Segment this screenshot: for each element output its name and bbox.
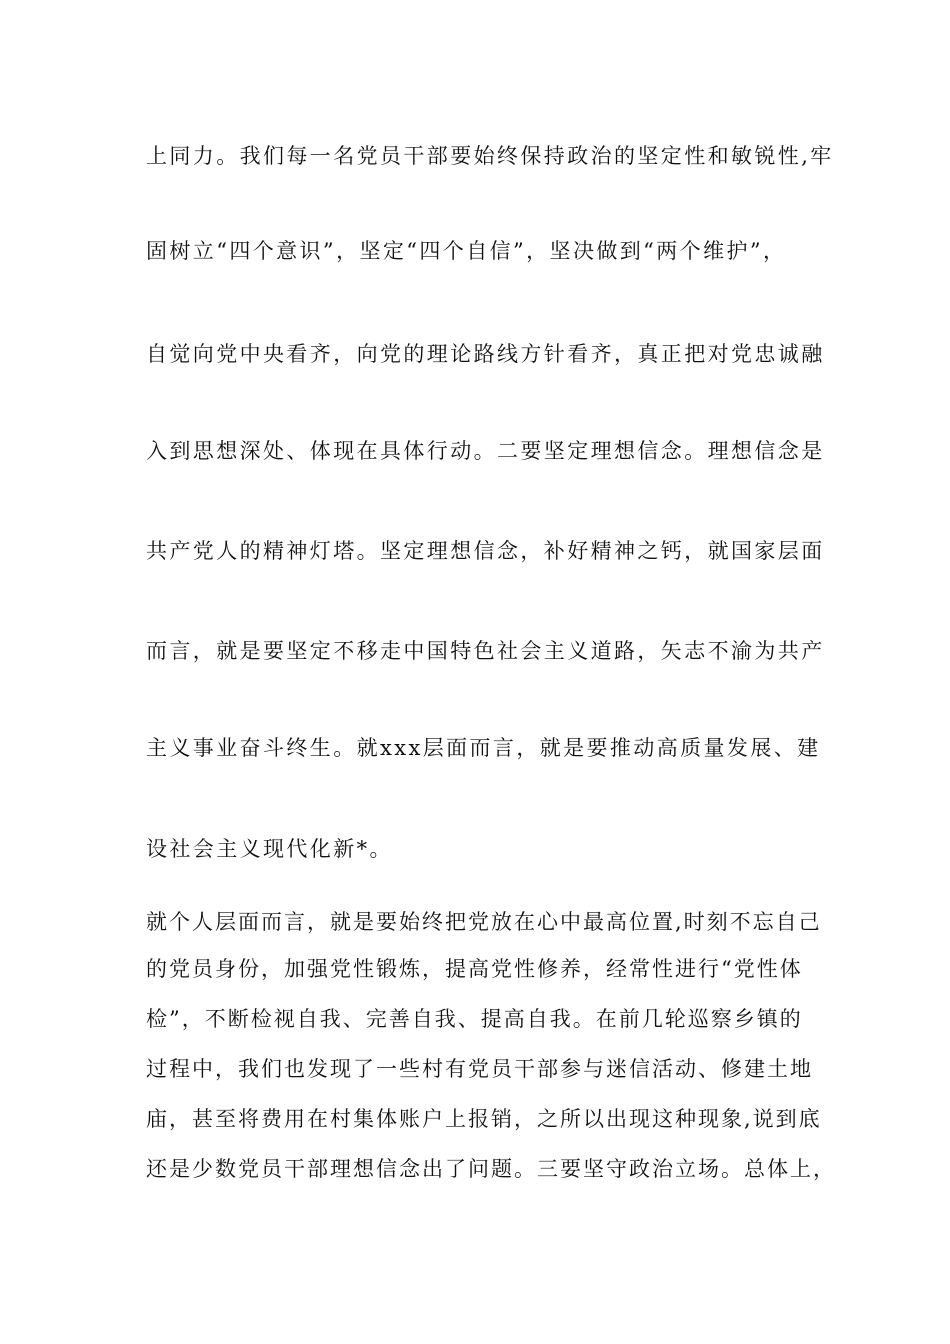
text-line: 自觉向党中央看齐，向党的理论路线方针看齐，真正把对党忠诚融 bbox=[146, 342, 825, 366]
text-line: 的党员身份，加强党性锻炼，提高党性修养，经常性进行“党性体 bbox=[146, 957, 803, 981]
text-line: 就个人层面而言，就是要始终把党放在心中最高位置,时刻不忘自己 bbox=[146, 910, 822, 934]
text-line: 主义事业奋斗终生。就xxx层面而言，就是要推动高质量发展、建 bbox=[146, 736, 821, 760]
text-line: 共产党人的精神灯塔。坚定理想信念，补好精神之钙，就国家层面 bbox=[146, 539, 825, 563]
text-line: 还是少数党员干部理想信念出了问题。三要坚守政治立场。总体上， bbox=[146, 1157, 836, 1181]
text-line: 庙，甚至将费用在村集体账户上报销，之所以出现这种现象,说到底 bbox=[146, 1107, 822, 1131]
text-line: 设社会主义现代化新*。 bbox=[146, 837, 393, 861]
text-line: 而言，就是要坚定不移走中国特色社会主义道路，矢志不渝为共产 bbox=[146, 639, 825, 663]
text-line: 上同力。我们每一名党员干部要始终保持政治的坚定性和敏锐性,牢 bbox=[146, 144, 834, 168]
text-line: 检”，不断检视自我、完善自我、提高自我。在前几轮巡察乡镇的 bbox=[146, 1007, 803, 1031]
text-line: 固树立“四个意识”，坚定“四个自信”，坚决做到“两个维护”， bbox=[146, 239, 787, 263]
text-line: 入到思想深处、体现在具体行动。二要坚定理想信念。理想信念是 bbox=[146, 439, 825, 463]
text-line: 过程中，我们也发现了一些村有党员干部参与迷信活动、修建土地 bbox=[146, 1057, 813, 1081]
